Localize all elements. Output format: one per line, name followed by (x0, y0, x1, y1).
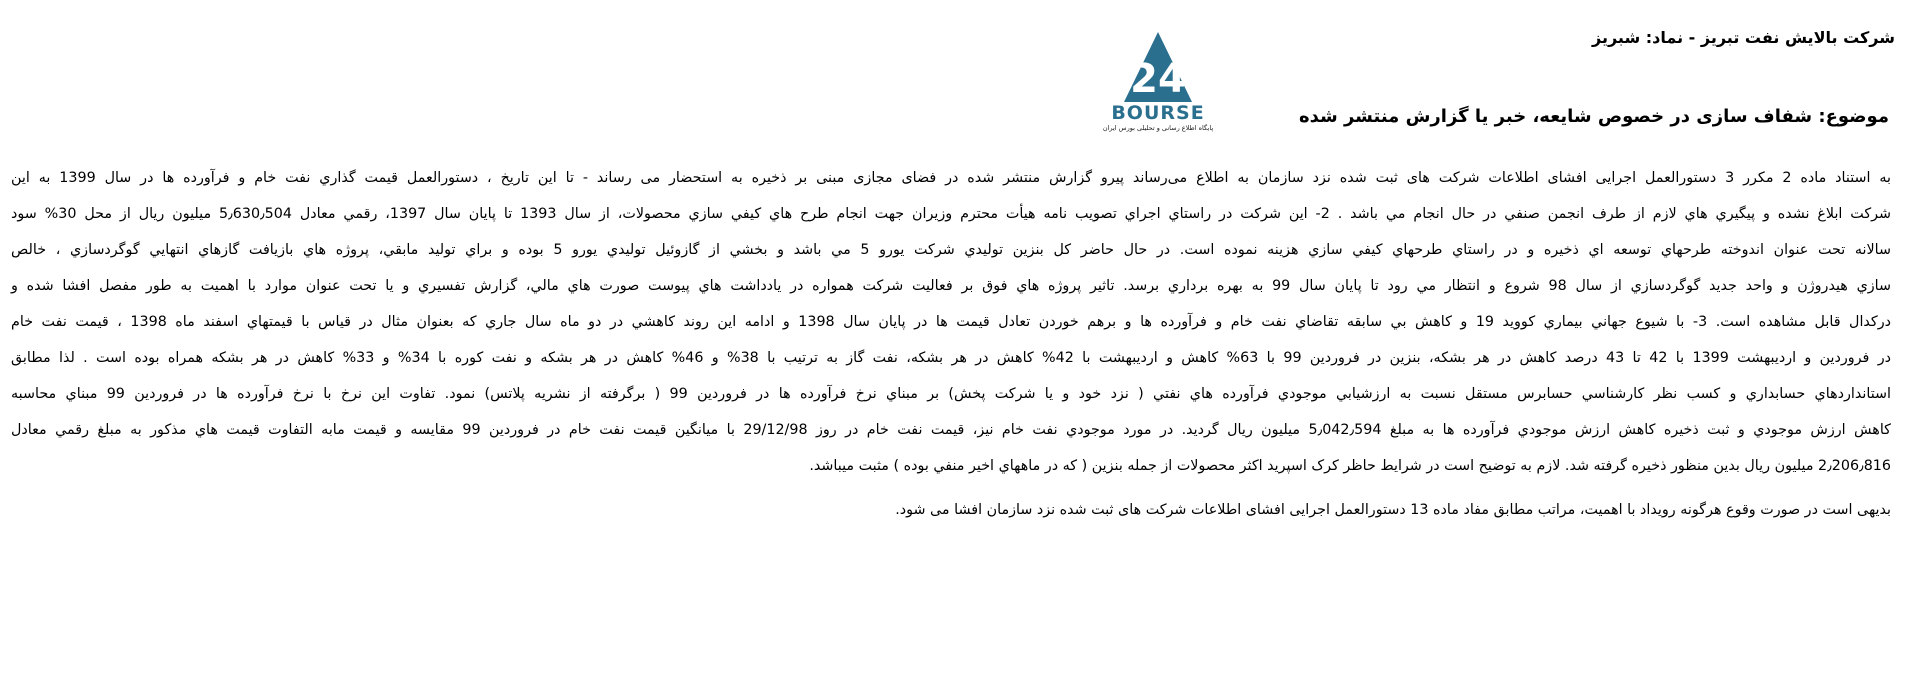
bourse-logo (1098, 28, 1218, 134)
logo-wordmark: BOURSE (1111, 102, 1205, 124)
text-line: 2٫206٫816 میلیون ریال بدین منظور ذخیره گرفته شد. لازم به توضیح است در شرایط حاظر کرک اسپرید اکثر محصولات از جمله بنزین ( که در ماههاي اخیر منفي بوده ) مثبت میباشد. (809, 458, 1891, 474)
paragraph-1 (11, 160, 1891, 484)
logo-tagline: پایگاه اطلاع رسانی و تحلیلی بورس ایران (1102, 124, 1214, 132)
subject-title: موضوع: شفاف سازی در خصوص شایعه، خبر یا گزارش منتشر شده (1298, 106, 1889, 127)
company-title: شرکت بالایش نفت تبریز - نماد: شبریز (1592, 28, 1895, 47)
paragraph-2 (11, 492, 1891, 528)
text-line: استانداردهاي حسابداري و کسب نظر کارشناسي حسابرس مستقل نسبت به ارزشیابي موجودي فرآورده هاي نفتي ( نزد خود و یا شرکت پخش) بر مبناي نرخ فرآورده ها در فروردین 99 ( برگرفته از نشریه پلاتس) نمود. تفاوت این نرخ با نرخ فرآورده ها در فروردین 99 مبناي محاسبه (11, 386, 1891, 402)
text-line: کاهش ارزش موجودي و ثبت ذخیره کاهش ارزش موجودي فرآورده ها به مبلغ 5٫042٫594 میلیون ریال گردید. در مورد موجودي نفت خام نیز، قیمت نفت خام در روز 29/12/98 با میانگین قیمت نفت خام در فروردین 99 مقایسه و قیمت مابه التفاوت قیمت هاي مذکور به مبلغ رقمي معادل (11, 422, 1891, 438)
text-line: شرکت ابلاغ نشده و پیگیري هاي لازم از طرف انجمن صنفي در حال انجام مي باشد . 2- این شرکت در راستاي اجراي تصویب نامه هیأت محترم وزیران جهت انجام طرح هاي کیفي سازي محصولات، از سال 1393 تا پایان سال 1397، رقمي معادل 5٫630٫504 میلیون ریال از محل 30% سود (11, 206, 1892, 222)
text-line: به استناد ماده 2 مکرر 3 دستورالعمل اجرایی افشای اطلاعات شرکت های ثبت شده نزد سازمان به اطلاع می‌رساند پیرو گزارش منتشر شده در فضای مجازی مبنی بر ذخیره به استحضار می رساند - تا این تاریخ ، دستورالعمل قیمت گذاري نفت خام و فرآورده ها در سال 1399 به این (11, 170, 1892, 186)
text-line: درکدال قابل مشاهده است. 3- با شیوع جهاني بیماري کووید 19 و کاهش بي سابقه تقاضاي نفت خام و فرآورده ها و برهم خوردن تعادل قیمت ها در پایان سال 1398 و ادامه این روند کاهشي در دو ماه سال جاري که بعنوان مثال در قیاس با قیمتهاي اسفند ماه 1398 ، قیمت نفت خام (11, 314, 1892, 330)
text-line: بدیهی است در صورت وقوع هرگونه رویداد با اهمیت، مراتب مطابق مفاد ماده 13 دستورالعمل اجرایی افشای اطلاعات شرکت های ثبت شده نزد سازمان افشا می شود. (895, 502, 1891, 518)
text-line: سازي هیدروژن و واحد جدید گوگردسازي از سال 98 شروع و انتظار مي رود تا پایان سال 99 به بهره برداري برسد. تاثیر پروژه هاي فوق بر فعالیت شرکت همواره در یادداشت هاي پیوست صورت هاي مالي، گزارش تفسیري و یا تحت عنوان موارد با اهمیت به طور مفصل افشا شده و (11, 278, 1891, 294)
text-line: در فروردین و اردیبهشت 1399 با 42 تا 43 درصد کاهش در هر بشکه، بنزین در فروردین 99 با 63% کاهش و اردیبهشت با 42% کاهش در هر بشکه، نفت گاز به ترتیب با 38% و 46% کاهش در هر بشکه و نفت کوره با 34% و 33% کاهش در هر بشکه همراه بوده است . لذا مطابق (11, 350, 1891, 366)
text-line: سالانه تحت عنوان اندوخته طرحهاي توسعه اي ذخیره و در راستاي طرحهاي کیفي سازي هزینه نموده است. در حال حاضر کل بنزین تولیدي شرکت یورو 5 مي باشد و بخشي از گازوئیل تولیدي یورو 5 بوده و براي تولید مابقي، پروژه هاي بازیافت گازهاي انتهایي گوگردسازي ، خالص (11, 242, 1891, 258)
announcement-body (11, 160, 1891, 528)
logo-number: 24 (1130, 56, 1186, 102)
